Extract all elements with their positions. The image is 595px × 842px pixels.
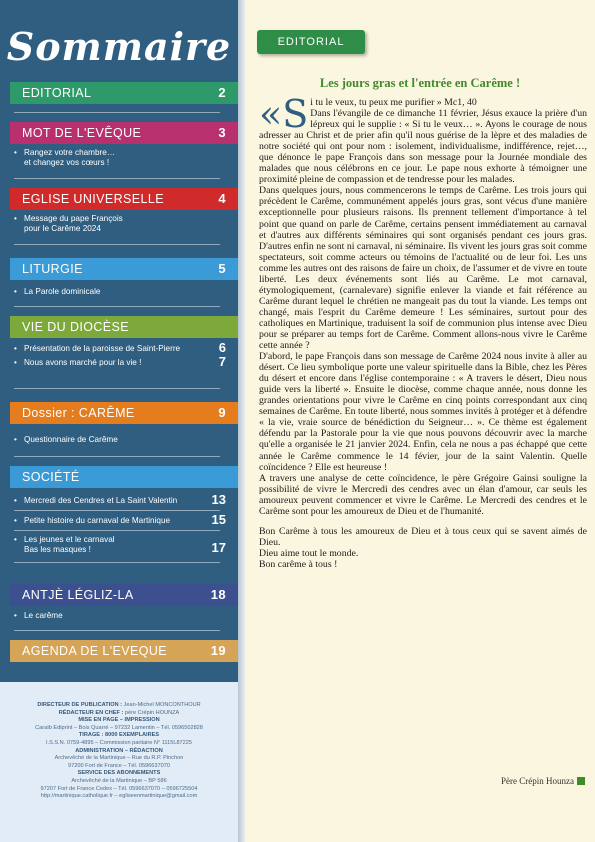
section-dossier-careme[interactable]: [10, 402, 238, 424]
divider: [14, 388, 220, 389]
section-mot-eveque[interactable]: [10, 122, 238, 144]
square-icon: [577, 777, 585, 785]
credit-line: DIRECTEUR DE PUBLICATION : Jean-Michel MONCONTHOUR: [37, 702, 201, 708]
credits: [0, 702, 238, 801]
section-page: 19: [210, 643, 226, 658]
article-paragraph: A travers une analyse de cette coïncidence, le père Grégoire Gainsi souligne la possibilité de vivre le Mercredi des cendres avec un élan d'amour, car seuls les amoureux peuvent commencer et vivre le Carême. Le Mercredi des cendres et le Carême sont pour les amoureux de Dieu et de l'humanité.: [259, 472, 587, 517]
section-label: MOT DE L'EVÊQUE: [22, 126, 142, 140]
divider: [14, 306, 220, 307]
section-page: 2: [218, 85, 226, 100]
divider: [14, 178, 220, 179]
toc-item[interactable]: • Petite histoire du carnaval de Martinique 15: [14, 512, 226, 527]
section-page: 4: [218, 191, 226, 206]
section-page: 9: [218, 405, 226, 420]
section-vie-diocese[interactable]: [10, 316, 238, 338]
section-agenda[interactable]: [10, 640, 238, 662]
toc-item[interactable]: • Message du pape François pour le Carême 2024: [14, 214, 123, 233]
toc-item[interactable]: • Questionnaire de Carême: [14, 435, 118, 444]
credit-line: RÉDACTEUR EN CHEF : père Crépin HOUNZA: [58, 709, 180, 716]
toc-item[interactable]: • Les jeunes et le carnaval Bas les masques ! 17: [14, 535, 226, 555]
toc-item[interactable]: • Le carême: [14, 611, 63, 620]
section-label: EGLISE UNIVERSELLE: [22, 192, 164, 206]
credit-line: 97207 Fort de France Cedex – Tél. 0596637070 – 0596725504: [40, 785, 198, 792]
editorial-article: [259, 92, 587, 570]
section-label: EDITORIAL: [22, 86, 92, 100]
toc-item-text: Présentation de la paroisse de Saint-Pierre: [24, 344, 181, 353]
divider: [14, 112, 220, 113]
toc-item[interactable]: • Nous avons marché pour la vie ! 7: [14, 354, 226, 369]
credit-line: TIRAGE : 8000 EXEMPLAIRES: [78, 732, 160, 739]
toc-item-text: Les jeunes et le carnaval Bas les masques !: [24, 535, 115, 554]
signature: Père Crépin Hounza: [501, 776, 585, 786]
toc-item-text: La Parole dominicale: [24, 287, 101, 296]
sommaire-panel: [0, 0, 238, 842]
section-societe[interactable]: [10, 466, 238, 488]
credit-line: I.S.S.N. 0759-4895 – Commission paritaire N° 1115L87225: [46, 739, 192, 746]
toc-item-text: Rangez votre chambre… et changez vos cœurs !: [24, 148, 116, 167]
article-paragraph: Bon carême à tous !: [259, 558, 338, 570]
credit-line: Archevêché de la Martinique – BP 586: [71, 777, 167, 784]
toc-item-text: Questionnaire de Carême: [24, 435, 118, 444]
toc-item-text: Message du pape François pour le Carême 2024: [24, 214, 123, 233]
divider: [14, 244, 220, 245]
toc-item[interactable]: • Mercredi des Cendres et La Saint Valentin 13: [14, 492, 226, 507]
section-label: AGENDA DE L'EVEQUE: [22, 644, 168, 658]
article-paragraph: «Si tu le veux, tu peux me purifier » Mc1, 40: [259, 92, 477, 136]
article-paragraph: Dans quelques jours, nous commencerons le temps de Carême. Les trois jours qui précèdent le Carême, communément appelés jours gras, sont vécus d'une manière exceptionnelle pour plusieurs raisons. Ils prennent tellement d'importance à tel point que quand on parle de Carême, certains pensent immédiatement au carnaval et d'autres aux différents séminaires qui sont organisés pendant ces jours gras. D'autres enfin ne sont ni carnaval, ni séminaire. Ils vivent les jours gras soit comme spectateurs, soit comme acteurs ou témoins de l'actualité ou de leur foi. Les uns comme les autres ont des raisons de faire un choix, de l'assumer et de vivre en toute liberté. Les deux événements sont liés au Carême. Le mot carnaval, étymologiquement, (carnalevare) signifie enlever la viande et fait référence au Carême durant lequel le chrétien ne mangeait pas du tout la viande. Les temps ont changé, mais l'esprit du Carême demeure ! Les séminaires, surtout pour des catholiques en Martinique, traduisent la soif de communion plus intense avec Dieu pour se préparer au temps fort de Carême. Comment allons-nous vivre le Carême cette année ?: [259, 185, 587, 352]
toc-item[interactable]: • Présentation de la paroisse de Saint-Pierre 6: [14, 340, 226, 355]
section-page: 3: [218, 125, 226, 140]
divider: [14, 630, 220, 631]
credit-line: Archevêché de la Martinique – Rue du R.P. Pinchon: [54, 755, 184, 762]
article-paragraph: Dieu aime tout le monde.: [259, 547, 359, 559]
sommaire-title: Sommaire: [6, 24, 232, 69]
article-paragraph: Bon Carême à tous les amoureux de Dieu et à tous ceux qui se savent aimés de Dieu.: [259, 525, 587, 548]
toc-item-page: 15: [211, 512, 226, 527]
editorial-headline: Les jours gras et l'entrée en Carême !: [319, 76, 521, 90]
section-label: VIE DU DIOCÈSE: [22, 320, 130, 334]
section-page: 5: [218, 261, 226, 276]
article-paragraph: Dans l'évangile de ce dimanche 11 février, Jésus exauce la prière d'un lépreux qui le supplie : « Si tu le veux… ». Ayons le courage de nous adresser au Christ et de prier afin qu'il nous guérise de la lèpre et des maladies de notre société qui ont pour nom : isolement, individualisme, indifférence, rejet…, que dénonce le pape François dans son message pour la Journée mondiale des malades que nous célébrons en ce jour. Le pape nous exhorte à témoigner une proximité pleine de compassion et de tendresse pour les malades.: [259, 108, 587, 186]
editorial-panel: [245, 0, 595, 842]
section-editorial[interactable]: [10, 82, 238, 104]
toc-item-page: 6: [218, 340, 226, 355]
divider: [14, 562, 220, 563]
page-fold: [238, 0, 245, 842]
article-paragraph: D'abord, le pape François dans son message de Carême 2024 nous invite à aller au désert. Ce lieu symbolique porte une valeur spirituelle dans la Bible, chez les Pères du désert et encore dans l'église contemporaine : « A travers le désert, Dieu nous guide vers la liberté ». Ensuite le diocèse, comme chaque année, nous donne les grandes orientations pour vivre le Carême en cinq points correspondant aux cinq semaines de Carême. En toute liberté, nous sommes invités à protéger et à défendre « la vie, vraie source de bénédiction du Seigneur… ». Ce thème est également défendu par la Pastorale pour la vie que nous pouvons découvrir avec la marche qu'elle a organisée le 21 janvier 2024. Enfin, cela ne nous a pas échappé que cette année le Carême commence le 14 févier, jour de la saint Valentin. Quelle coïncidence ? Elle est heureuse !: [259, 351, 587, 473]
toc-item-text: Mercredi des Cendres et La Saint Valentin: [24, 496, 178, 505]
toc-item-text: Nous avons marché pour la vie !: [24, 358, 142, 367]
credit-line: SERVICE DES ABONNEMENTS: [77, 770, 161, 777]
divider: [14, 456, 220, 457]
toc-item[interactable]: • La Parole dominicale: [14, 287, 101, 296]
section-label: LITURGIE: [22, 262, 83, 276]
section-liturgie[interactable]: [10, 258, 238, 280]
credit-line: MISE EN PAGE – IMPRESSION: [78, 717, 160, 724]
section-label: Dossier : CARÊME: [22, 406, 135, 420]
section-page: 18: [210, 587, 226, 602]
toc-item-page: 17: [211, 540, 226, 555]
toc-item-page: 7: [218, 354, 226, 369]
toc-item-text: Petite histoire du carnaval de Martinique: [24, 516, 171, 525]
section-eglise-universelle[interactable]: [10, 188, 238, 210]
toc-item[interactable]: • Rangez votre chambre… et changez vos cœurs !: [14, 148, 116, 167]
credit-line: 97200 Fort de France – Tél. 0596637070: [68, 762, 170, 769]
credit-line: Caraïb Ediprint – Bois Quarré – 97232 Lamentin – Tél. 0596502828: [35, 724, 203, 731]
section-label: ANTJÈ LÉGLIZ-LA: [22, 588, 134, 602]
toc-item-text: Le carême: [24, 611, 63, 620]
credit-line[interactable]: http://martinique.catholique.fr – egliseenmartinique@gmail.com: [40, 793, 198, 800]
credit-line: ADMINISTRATION – RÉDACTION: [75, 747, 163, 754]
editorial-tag: EDITORIAL: [257, 30, 365, 54]
divider: [14, 510, 220, 511]
section-label: SOCIÉTÉ: [22, 470, 80, 484]
section-antje-legliz[interactable]: [10, 584, 238, 606]
divider: [14, 530, 220, 531]
dropcap: «S: [259, 92, 309, 136]
toc-item-page: 13: [211, 492, 226, 507]
